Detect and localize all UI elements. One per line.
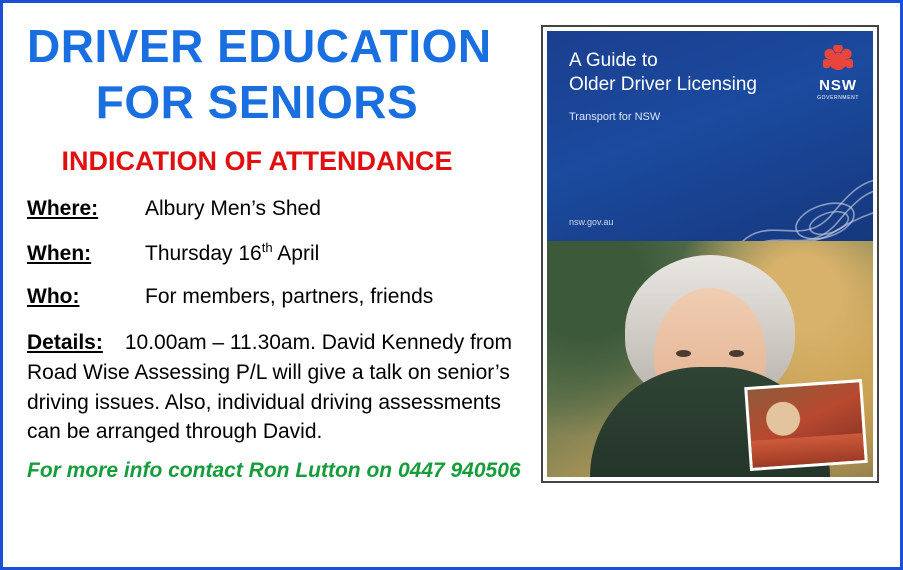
field-row-who — [27, 285, 523, 309]
booklet-url-label: nsw.gov.au — [569, 216, 614, 227]
page-title-line-2: FOR SENIORS — [95, 75, 419, 128]
booklet-heading-line-2: Older Driver Licensing — [569, 74, 757, 95]
details-text: 10.00am – 11.30am. David Kennedy from Road Wise Assessing P/L will give a talk on senior’s driving issues. Also, individual driving assessments can be arranged through David. — [27, 331, 513, 444]
nsw-logo-text: NSW — [819, 77, 858, 94]
field-value-when-suffix: April — [272, 242, 320, 266]
booklet-photo-frame — [541, 25, 879, 483]
booklet-cover-top — [547, 31, 873, 241]
contact-line: For more info contact Ron Lutton on 0447 940506 — [27, 459, 521, 483]
nsw-logo-subtext: GOVERNMENT — [817, 95, 859, 101]
field-value-who: For members, partners, friends — [145, 285, 434, 309]
field-row-when — [27, 240, 523, 266]
field-label-who: Who: — [27, 285, 80, 309]
field-value-when-ordinal: th — [261, 240, 273, 256]
booklet-cover-photo — [547, 241, 873, 477]
booklet-cover-image — [547, 31, 873, 477]
flyer-text-column — [3, 3, 533, 567]
waratah-icon — [823, 45, 853, 75]
booklet-heading-line-1: A Guide to — [569, 50, 658, 71]
page-subtitle: INDICATION OF ATTENDANCE — [61, 146, 453, 177]
details-list — [21, 197, 523, 309]
field-row-where — [27, 197, 523, 221]
nsw-government-logo — [817, 45, 859, 101]
field-value-where: Albury Men’s Shed — [145, 197, 321, 221]
field-value-when — [145, 240, 523, 266]
inset-car-photo — [744, 379, 868, 471]
details-label: Details: — [27, 331, 103, 355]
swirl-pattern-icon — [733, 151, 873, 241]
inset-photo-strip — [751, 434, 865, 468]
portrait-eye-left — [676, 350, 691, 357]
booklet-agency-label: Transport for NSW — [569, 111, 661, 123]
details-paragraph — [21, 328, 523, 447]
portrait-eye-right — [729, 350, 744, 357]
field-value-when-prefix: Thursday 16 — [145, 242, 262, 266]
field-label-when: When: — [27, 242, 92, 266]
page-title-line-1: DRIVER EDUCATION — [27, 20, 492, 72]
field-label-where: Where: — [27, 197, 99, 221]
